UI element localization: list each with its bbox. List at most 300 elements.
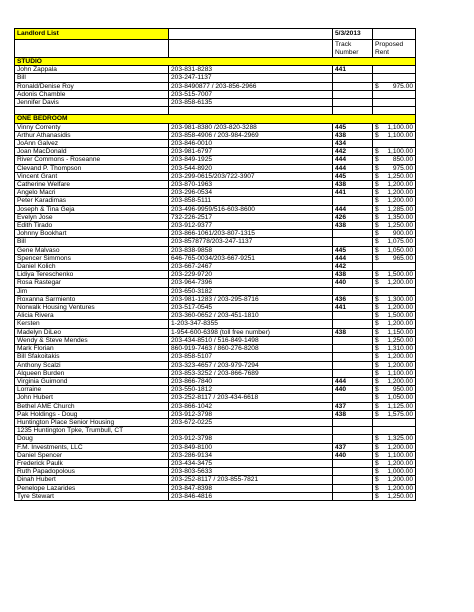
rent-cell — [375, 378, 413, 385]
landlord-name: Doug — [15, 435, 169, 443]
landlord-name: Penelope Lazarides — [15, 484, 169, 492]
table-row — [15, 484, 416, 492]
landlord-name: Vinny Correnty — [15, 123, 169, 131]
table-row — [15, 377, 416, 385]
rent-value: 1,200.00 — [387, 279, 413, 287]
phone-number — [169, 427, 333, 435]
track-number: 444 — [333, 164, 373, 172]
track-number: 440 — [333, 386, 373, 394]
phone-number: 203-247-1137 — [169, 74, 333, 82]
landlord-name: Kersten — [15, 320, 169, 328]
table-row — [15, 99, 416, 107]
phone-number: 203-870-1963 — [169, 181, 333, 189]
rent-cell — [375, 394, 413, 401]
track-number — [333, 361, 373, 369]
rent-value: 975.00 — [392, 82, 413, 90]
proposed-rent — [373, 484, 416, 492]
proposed-rent — [373, 418, 416, 426]
track-number — [333, 394, 373, 402]
rent-value: 975.00 — [392, 164, 413, 172]
phone-number: 203-286-9134 — [169, 451, 333, 459]
currency-symbol: $ — [375, 181, 379, 189]
proposed-rent — [373, 386, 416, 394]
currency-symbol: $ — [375, 189, 379, 197]
phone-number: 203-831-8283 — [169, 66, 333, 74]
proposed-rent — [373, 172, 416, 180]
landlord-name: Clevand P. Thompson — [15, 164, 169, 172]
landlord-name: Virginia Guimond — [15, 377, 169, 385]
rent-value: 1,500.00 — [387, 312, 413, 320]
title-row — [15, 29, 416, 40]
track-number — [333, 238, 373, 246]
rent-value: 965.00 — [392, 254, 413, 262]
phone-number: 203-866-1061/203-807-1315 — [169, 230, 333, 238]
track-number — [333, 476, 373, 484]
track-number — [333, 492, 373, 500]
currency-symbol: $ — [375, 82, 379, 90]
phone-number: 203-360-0652 / 203-451-1810 — [169, 312, 333, 320]
proposed-rent — [373, 459, 416, 467]
rent-value: 1,100.00 — [387, 148, 413, 156]
currency-symbol: $ — [375, 476, 379, 484]
rent-value: 1,050.00 — [387, 394, 413, 402]
table-row — [15, 263, 416, 271]
currency-symbol: $ — [375, 279, 379, 287]
phone-number: 203-8578778/203-247-1137 — [169, 238, 333, 246]
rent-cell — [375, 468, 413, 475]
landlord-name: Pak Holdings - Doug — [15, 410, 169, 418]
proposed-rent — [373, 205, 416, 213]
table-row — [15, 205, 416, 213]
phone-number: 203-323-4657 / 203-979-7294 — [169, 361, 333, 369]
proposed-rent — [373, 164, 416, 172]
proposed-rent — [373, 312, 416, 320]
table-row — [15, 451, 416, 459]
phone-number: 203-866-7840 — [169, 377, 333, 385]
landlord-name: Angelo Macri — [15, 189, 169, 197]
rent-cell — [375, 353, 413, 360]
proposed-rent — [373, 238, 416, 246]
track-number — [333, 197, 373, 205]
proposed-rent — [373, 443, 416, 451]
phone-number: 203-846-4816 — [169, 492, 333, 500]
rent-cell — [375, 148, 413, 155]
rent-value: 1,200.00 — [387, 304, 413, 312]
table-row — [15, 304, 416, 312]
phone-number: 203-846-0010 — [169, 140, 333, 148]
currency-symbol: $ — [375, 156, 379, 164]
sheet-date: 5/3/2013 — [333, 29, 373, 40]
table-row — [15, 353, 416, 361]
proposed-rent — [373, 279, 416, 287]
sheet-title: Landlord List — [15, 29, 169, 40]
track-number: 444 — [333, 254, 373, 262]
track-number: 438 — [333, 222, 373, 230]
track-number — [333, 74, 373, 82]
currency-symbol: $ — [375, 435, 379, 443]
currency-symbol: $ — [375, 304, 379, 312]
currency-symbol: $ — [375, 131, 379, 139]
track-number — [333, 287, 373, 295]
rent-value: 1,250.00 — [387, 172, 413, 180]
rent-cell — [375, 386, 413, 393]
track-number — [333, 82, 373, 90]
table-row — [15, 123, 416, 131]
landlord-name: John Zappala — [15, 66, 169, 74]
phone-number: 203-912-9377 — [169, 222, 333, 230]
table-row — [15, 82, 416, 90]
phone-number: 203-434-8510 / 516-849-1498 — [169, 336, 333, 344]
landlord-name: Rosa Rastegar — [15, 279, 169, 287]
rent-cell — [375, 238, 413, 245]
track-number: 444 — [333, 377, 373, 385]
rent-value: 1,200.00 — [387, 484, 413, 492]
rent-value: 1,350.00 — [387, 213, 413, 221]
rent-cell — [375, 304, 413, 311]
rent-value: 1,100.00 — [387, 451, 413, 459]
track-number — [333, 99, 373, 107]
table-row — [15, 189, 416, 197]
track-number — [333, 230, 373, 238]
rent-cell — [375, 197, 413, 204]
proposed-rent — [373, 435, 416, 443]
column-header-row — [15, 40, 416, 58]
track-number — [333, 435, 373, 443]
currency-symbol: $ — [375, 328, 379, 336]
table-row — [15, 336, 416, 344]
phone-number: 860-919-7463 / 860-276-8208 — [169, 345, 333, 353]
track-number — [333, 336, 373, 344]
rent-cell — [375, 189, 413, 196]
proposed-rent — [373, 287, 416, 295]
landlord-name: Bill — [15, 238, 169, 246]
currency-symbol: $ — [375, 295, 379, 303]
track-number: 441 — [333, 189, 373, 197]
table-row — [15, 213, 416, 221]
phone-number: 203-838-9858 — [169, 246, 333, 254]
rent-cell — [375, 435, 413, 442]
track-number — [333, 90, 373, 98]
proposed-rent — [373, 189, 416, 197]
rent-value: 1,200.00 — [387, 320, 413, 328]
table-row — [15, 181, 416, 189]
rent-cell — [375, 345, 413, 352]
proposed-rent — [373, 230, 416, 238]
rent-value: 850.00 — [392, 156, 413, 164]
rent-value: 1,250.00 — [387, 222, 413, 230]
phone-number: 203-858-5107 — [169, 353, 333, 361]
landlord-name: Johnny Bookhart — [15, 230, 169, 238]
proposed-rent — [373, 197, 416, 205]
table-row — [15, 418, 416, 426]
proposed-rent — [373, 254, 416, 262]
track-number: 434 — [333, 140, 373, 148]
track-number — [333, 312, 373, 320]
track-number — [333, 427, 373, 435]
proposed-rent — [373, 304, 416, 312]
table-row — [15, 361, 416, 369]
rent-cell — [375, 255, 413, 262]
currency-symbol: $ — [375, 123, 379, 131]
proposed-rent — [373, 131, 416, 139]
currency-symbol: $ — [375, 148, 379, 156]
proposed-rent — [373, 320, 416, 328]
rent-value: 1,200.00 — [387, 197, 413, 205]
phone-number: 203-858-5111 — [169, 197, 333, 205]
landlord-name: Dinah Hubert — [15, 476, 169, 484]
track-number — [333, 345, 373, 353]
currency-symbol: $ — [375, 222, 379, 230]
landlord-name: Vincent Grant — [15, 172, 169, 180]
track-number-header: Track Number — [333, 40, 373, 58]
proposed-rent — [373, 66, 416, 74]
landlord-name: Norwalk Housing Ventures — [15, 304, 169, 312]
landlord-name: Frederick Paulk — [15, 459, 169, 467]
proposed-rent — [373, 410, 416, 418]
currency-symbol: $ — [375, 213, 379, 221]
currency-symbol: $ — [375, 271, 379, 279]
currency-symbol: $ — [375, 246, 379, 254]
proposed-rent — [373, 451, 416, 459]
proposed-rent — [373, 328, 416, 336]
rent-value: 950.00 — [392, 386, 413, 394]
proposed-rent — [373, 213, 416, 221]
table-row — [15, 222, 416, 230]
phone-number: 203-515-7007 — [169, 90, 333, 98]
table-row — [15, 328, 416, 336]
landlord-name: Edith Tirado — [15, 222, 169, 230]
landlord-name: Ruth Papadopolous — [15, 468, 169, 476]
table-row — [15, 295, 416, 303]
one-bedroom-section-header: ONE BEDROOM — [15, 115, 416, 123]
landlord-name: Mark Florian — [15, 345, 169, 353]
track-number — [333, 320, 373, 328]
rent-cell — [375, 165, 413, 172]
track-number: 442 — [333, 148, 373, 156]
rent-cell — [375, 493, 413, 500]
landlord-name: Joseph & Tina Geja — [15, 205, 169, 213]
landlord-name: Jennifer Davis — [15, 99, 169, 107]
proposed-rent — [373, 263, 416, 271]
phone-number: 203-517-0545 — [169, 304, 333, 312]
table-row — [15, 238, 416, 246]
rent-cell — [375, 403, 413, 410]
track-number — [333, 468, 373, 476]
table-row — [15, 320, 416, 328]
rent-value: 1,310.00 — [387, 345, 413, 353]
rent-cell — [375, 222, 413, 229]
currency-symbol: $ — [375, 468, 379, 476]
table-row — [15, 156, 416, 164]
rent-cell — [375, 312, 413, 319]
table-row — [15, 492, 416, 500]
rent-value: 1,300.00 — [387, 295, 413, 303]
table-row — [15, 148, 416, 156]
rent-cell — [375, 206, 413, 213]
track-number: 437 — [333, 402, 373, 410]
rent-cell — [375, 271, 413, 278]
track-number: 441 — [333, 304, 373, 312]
proposed-rent-header: Proposed Rent — [373, 40, 416, 58]
phone-number: 1-203-347-8355 — [169, 320, 333, 328]
rent-cell — [375, 83, 413, 90]
rent-cell — [375, 173, 413, 180]
landlord-name: F.M. Investments, LLC — [15, 443, 169, 451]
currency-symbol: $ — [375, 394, 379, 402]
rent-value: 1,000.00 — [387, 468, 413, 476]
table-row — [15, 402, 416, 410]
proposed-rent — [373, 353, 416, 361]
table-row — [15, 230, 416, 238]
phone-number: 203-853-3252 / 203-866-7689 — [169, 369, 333, 377]
table-row — [15, 279, 416, 287]
phone-number: 203-912-3798 — [169, 410, 333, 418]
landlord-name: Bill — [15, 74, 169, 82]
proposed-rent — [373, 377, 416, 385]
rent-value: 1,200.00 — [387, 181, 413, 189]
rent-cell — [375, 296, 413, 303]
landlord-name: Lorraine — [15, 386, 169, 394]
rent-cell — [375, 411, 413, 418]
table-row — [15, 246, 416, 254]
proposed-rent — [373, 295, 416, 303]
proposed-rent — [373, 271, 416, 279]
phone-number: 203-858-6135 — [169, 99, 333, 107]
proposed-rent — [373, 99, 416, 107]
table-row — [15, 427, 416, 435]
studio-section-row — [15, 58, 416, 66]
landlord-name: Huntington Place Senior Housing — [15, 418, 169, 426]
proposed-rent — [373, 492, 416, 500]
phone-number: 203-8490877 / 203-856-2966 — [169, 82, 333, 90]
track-number: 442 — [333, 263, 373, 271]
landlord-name: Wendy & Steve Mendes — [15, 336, 169, 344]
landlord-name: Gene Malvaso — [15, 246, 169, 254]
currency-symbol: $ — [375, 197, 379, 205]
currency-symbol: $ — [375, 205, 379, 213]
one-bedroom-section-row — [15, 115, 416, 123]
track-number: 445 — [333, 172, 373, 180]
phone-number: 1-954-600-6398 (toll free number) — [169, 328, 333, 336]
phone-number: 203-496-9959/516-603-8600 — [169, 205, 333, 213]
currency-symbol: $ — [375, 402, 379, 410]
table-row — [15, 312, 416, 320]
currency-symbol: $ — [375, 377, 379, 385]
rent-value: 1,200.00 — [387, 459, 413, 467]
proposed-rent — [373, 246, 416, 254]
landlord-name: Arthur Athanasidis — [15, 131, 169, 139]
rent-value: 1,075.00 — [387, 238, 413, 246]
rent-value: 1,500.00 — [387, 271, 413, 279]
currency-symbol: $ — [375, 443, 379, 451]
rent-value: 1,325.00 — [387, 435, 413, 443]
landlord-name: Daniel Kolich — [15, 263, 169, 271]
track-number: 441 — [333, 66, 373, 74]
track-number — [333, 369, 373, 377]
table-row — [15, 345, 416, 353]
track-number — [333, 484, 373, 492]
currency-symbol: $ — [375, 484, 379, 492]
proposed-rent — [373, 369, 416, 377]
rent-cell — [375, 485, 413, 492]
phone-number: 203-667-2467 — [169, 263, 333, 271]
phone-number: 203-981-8380 /203-820-3288 — [169, 123, 333, 131]
proposed-rent — [373, 361, 416, 369]
track-number: 438 — [333, 271, 373, 279]
phone-number: 203-252-8117 / 203-434-6618 — [169, 394, 333, 402]
currency-symbol: $ — [375, 353, 379, 361]
track-number: 444 — [333, 205, 373, 213]
rent-value: 1,200.00 — [387, 189, 413, 197]
table-row — [15, 172, 416, 180]
currency-symbol: $ — [375, 459, 379, 467]
proposed-rent — [373, 82, 416, 90]
table-row — [15, 254, 416, 262]
currency-symbol: $ — [375, 451, 379, 459]
proposed-rent — [373, 140, 416, 148]
table-row — [15, 394, 416, 402]
track-number: 445 — [333, 123, 373, 131]
rent-cell — [375, 362, 413, 369]
rent-cell — [375, 230, 413, 237]
landlord-name: Ronald/Denise Roy — [15, 82, 169, 90]
phone-number: 203-299-0615/203/722-3907 — [169, 172, 333, 180]
phone-number: 203-866-1042 — [169, 402, 333, 410]
currency-symbol: $ — [375, 492, 379, 500]
rent-cell — [375, 320, 413, 327]
landlord-name: Roxanna Sarmiento — [15, 295, 169, 303]
landlord-name: Joan MacDonald — [15, 148, 169, 156]
currency-symbol: $ — [375, 230, 379, 238]
track-number: 436 — [333, 295, 373, 303]
proposed-rent — [373, 123, 416, 131]
track-number — [333, 459, 373, 467]
rent-cell — [375, 452, 413, 459]
currency-symbol: $ — [375, 312, 379, 320]
currency-symbol: $ — [375, 361, 379, 369]
rent-cell — [375, 370, 413, 377]
rent-cell — [375, 444, 413, 451]
landlord-table — [14, 28, 416, 501]
landlord-name: Bethel AME Church — [15, 402, 169, 410]
rent-value: 1,200.00 — [387, 353, 413, 361]
landlord-name: River Commons - Roseanne — [15, 156, 169, 164]
table-row — [15, 90, 416, 98]
phone-number: 203-849-8100 — [169, 443, 333, 451]
table-row — [15, 476, 416, 484]
table-row — [15, 140, 416, 148]
rent-value: 1,200.00 — [387, 476, 413, 484]
phone-number: 203-964-7396 — [169, 279, 333, 287]
currency-symbol: $ — [375, 410, 379, 418]
track-number: 440 — [333, 451, 373, 459]
currency-symbol: $ — [375, 386, 379, 394]
rent-cell — [375, 124, 413, 131]
table-row — [15, 443, 416, 451]
landlord-name: 1235 Huntington Tpke, Trumbull, CT — [15, 427, 169, 435]
table-row — [15, 164, 416, 172]
rent-value: 1,285.00 — [387, 205, 413, 213]
rent-cell — [375, 181, 413, 188]
landlord-name: Alqueen Burden — [15, 369, 169, 377]
table-row — [15, 131, 416, 139]
rent-value: 1,150.00 — [387, 328, 413, 336]
phone-number: 203-847-8398 — [169, 484, 333, 492]
rent-value: 1,125.00 — [387, 402, 413, 410]
phone-number: 203-672-0225 — [169, 418, 333, 426]
phone-number: 203-434-3475 — [169, 459, 333, 467]
table-row — [15, 459, 416, 467]
